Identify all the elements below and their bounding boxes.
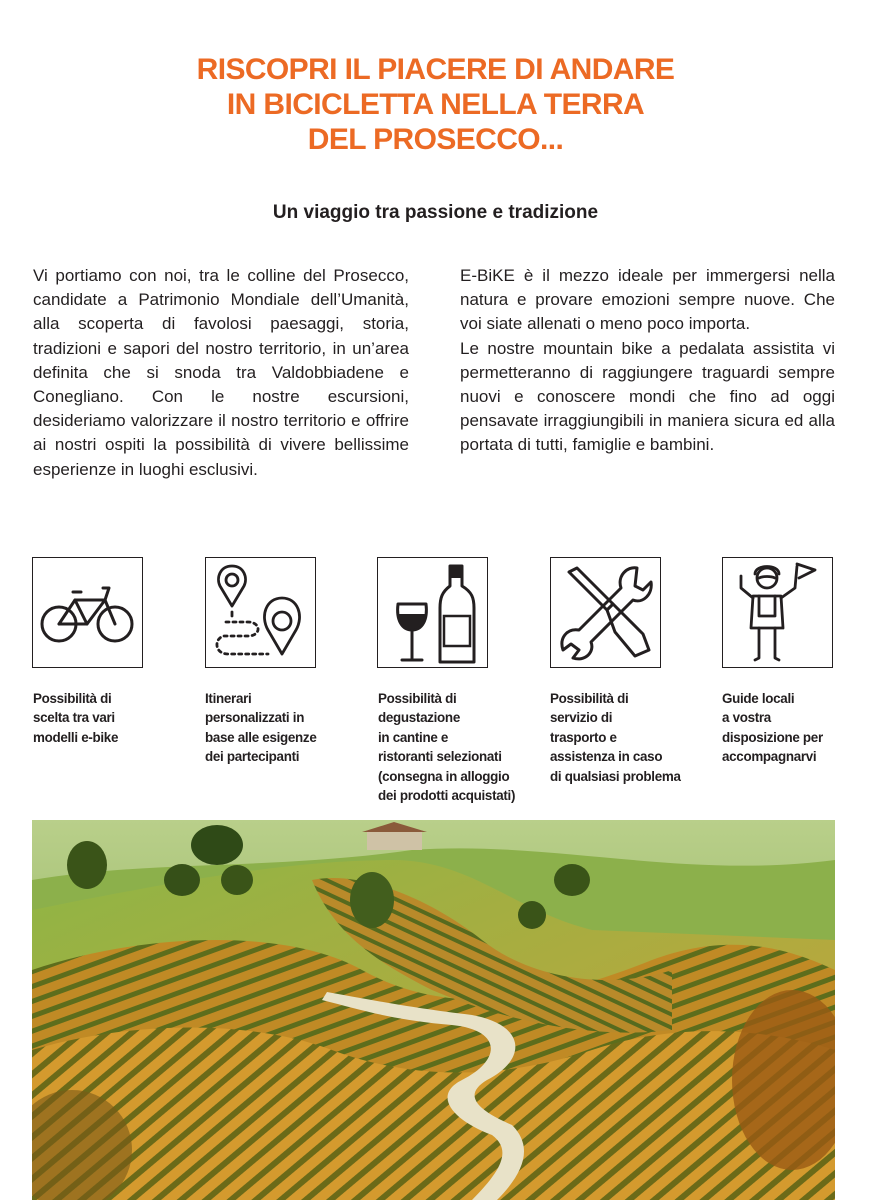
feature-label-wine: Possibilità di degustazione in cantine e ristoranti selezionati (consegna in alloggio dei prodotti acquistati) — [378, 691, 516, 804]
intro-left-column — [33, 264, 409, 482]
feature-box-tools — [550, 557, 661, 668]
wine-icon — [378, 558, 486, 666]
title-line-3: DEL PROSECCO... — [307, 123, 564, 156]
feature-box-itinerary — [205, 557, 316, 668]
feature-box-wine — [377, 557, 488, 668]
intro-right-column — [460, 264, 835, 458]
intro-right-paragraph-1: E-BiKE è il mezzo ideale per immergersi nella natura e provare emozioni sempre nuove. Che voi siate allenati o meno poco importa. — [460, 266, 835, 334]
tools-icon — [551, 558, 659, 666]
intro-right-paragraph-2: Le nostre mountain bike a pedalata assistita vi permetteranno di raggiungere traguardi sempre nuovi e conoscere mondi che fino ad oggi pensavate irraggiungibili in maniera sicura ed alla portata di tutti, famiglie e bambini. — [460, 338, 835, 455]
bicycle-icon — [33, 558, 141, 666]
vineyard-hills-photo — [32, 820, 835, 1200]
feature-box-bike — [32, 557, 143, 668]
intro-left-paragraph: Vi portiamo con noi, tra le colline del Prosecco, candidate a Patrimonio Mondiale dell’Umanità, alla scoperta di favolosi paesaggi, storia, tradizioni e sapori del nostro territorio, in un’area definita che si snoda tra Valdobbiadene e Conegliano. Con le nostre escursioni, desideriamo valorizzare il nostro territorio e offrire ai nostri ospiti la possibilità di vivere bellissime esperienze in luoghi esclusivi. — [33, 266, 409, 479]
guide-icon — [723, 558, 831, 666]
page-subtitle: Un viaggio tra passione e tradizione — [272, 202, 599, 223]
feature-box-guide — [722, 557, 833, 668]
page-title — [0, 52, 871, 157]
feature-label-bike: Possibilità di scelta tra vari modelli e-bike — [33, 691, 119, 745]
feature-label-itinerary: Itinerari personalizzati in base alle esigenze dei partecipanti — [205, 691, 317, 765]
feature-label-tools: Possibilità di servizio di trasporto e assistenza in caso di qualsiasi problema — [550, 691, 681, 784]
map-route-icon — [206, 558, 314, 666]
title-line-2: IN BICICLETTA NELLA TERRA — [226, 88, 645, 121]
title-line-1: RISCOPRI IL PIACERE DI ANDARE — [196, 53, 675, 86]
feature-label-guide: Guide locali a vostra disposizione per accompagnarvi — [722, 691, 823, 765]
